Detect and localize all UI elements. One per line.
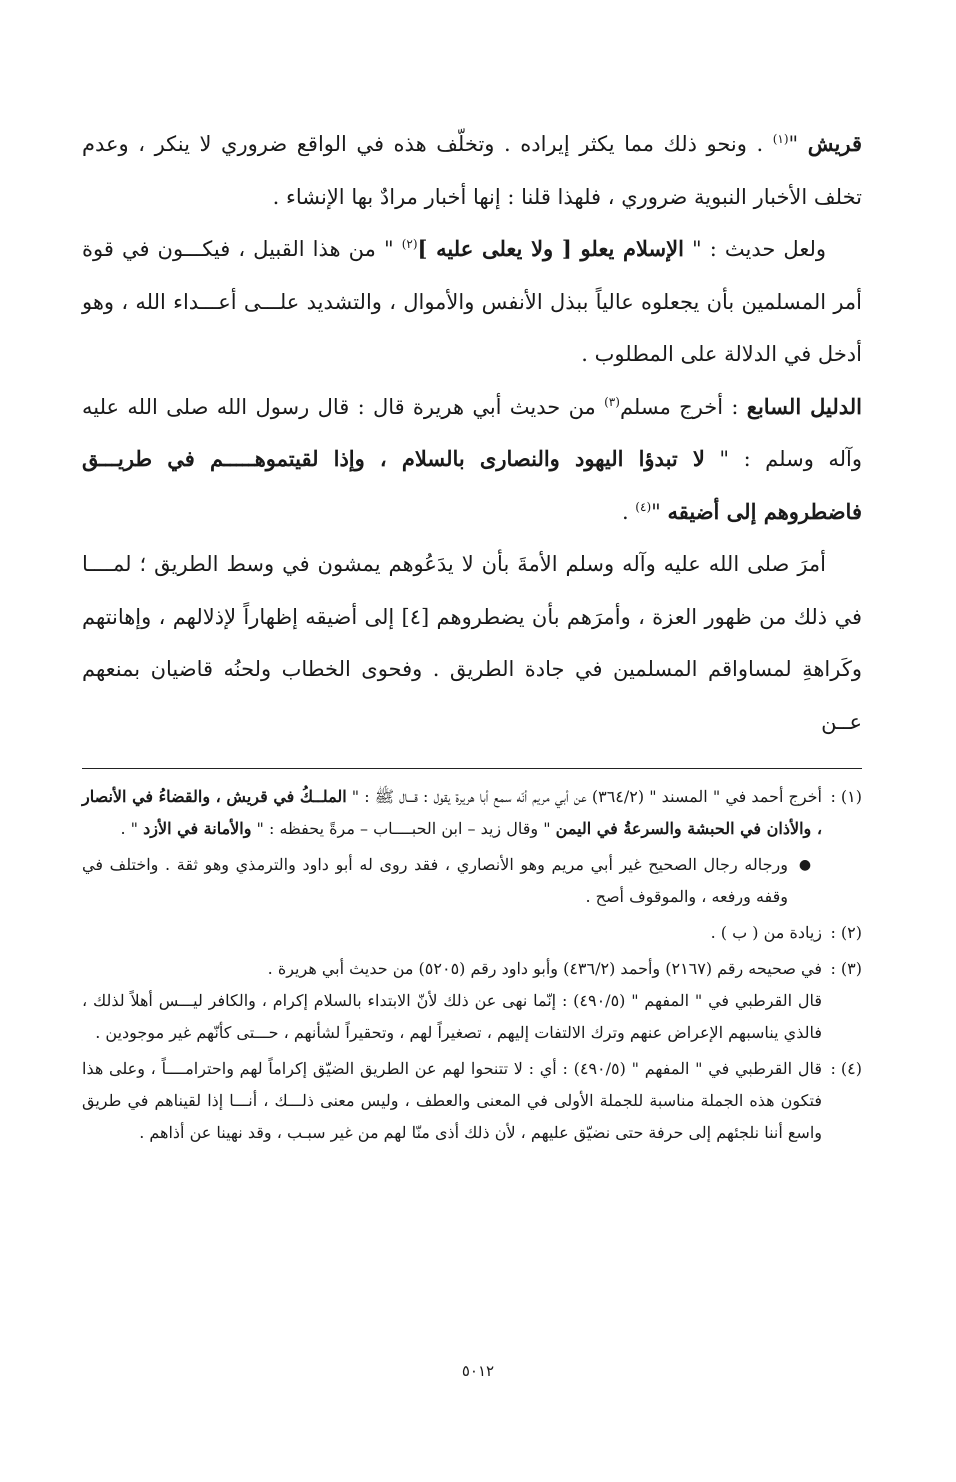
footnote-commentary: قال القرطبي في " المفهم " (٤٩٠/٥) : إنّما نهى عن ذلك لأنّ الابتداء بالسلام إكرام ، والكافر ليـــس أهلاً لذلك ، فالذي يناسبهم الإعراض عنهم وترك الالتفات إليهم ، تصغيراً لهم ، وتحقيراً لشأنهم ، حـــتى كأنّهم غير موجودين . [82,991,822,1042]
footnote-ref-2: (٢) [401,237,418,251]
hadith-quote: الإسلام يعلو [ ولا يعلى عليه ] [417,236,684,261]
footnote-separator [82,768,862,769]
footnote-4 [82,1053,862,1149]
footnote-ref-4: (٤) [635,499,652,514]
bold-lead: قريش [807,131,862,156]
text-run: " [651,499,668,524]
paragraph-3 [82,381,862,539]
page-number: ٥٠١٢ [461,1362,495,1380]
section-heading: الدليل السابع [746,393,862,419]
hadith-quote: لا تبدؤا اليهود والنصارى بالسلام ، وإذا لقيتموهـــــم في طريـــق فاضطروهم إلى أضيقه [82,446,862,524]
text-run: أخرج أحمد في " المسند " (٣٦٤/٢) عن أبي مريم أنّه سمع أبا هريرة يقول : قـــال ﷺ : " [346,787,822,806]
footnote-1-bullet [82,849,862,913]
hadith-quote: والأمانة في الأزد [143,819,252,838]
bullet-text: ورجاله رجال الصحيح غير أبي مريم وهو الأنصاري ، فقد روى له أبو داود والترمذي وهو ثقة . واختلف في وقفه ورفعه ، والموقوف أصح . [82,855,788,906]
text-run: " . [120,819,144,838]
footnote-text: في صحيحه رقم (٢١٦٧) وأحمد (٤٣٦/٢) وأبو داود رقم (٥٢٠٥) من حديث أبي هريرة . [267,959,822,978]
text-run: . ونحو ذلك مما يكثر إيراده . وتخلّف هذه في الواقع ضروري لا ينكر ، وعدم تخلف الأخبار النبوية ضروري ، فلهذا قلنا : إنها أخبار مرادٌ بها الإنشاء . [82,132,862,209]
text-run: ولعل حديث : " [683,237,826,261]
footnote-1 [82,781,862,845]
paragraph-4: أمرَ صلى الله عليه وآله وسلم الأمةَ بأن لا يدَعُوهم يمشون في وسط الطريق ؛ لمــــا في ذلك من ظهور العزة ، وأمرَهم بأن يضطروهم [٤] إلى أضيقه إظهاراً لإذلالهم ، وإهانتهم وكَراهةِ لمساواقم المسلمين في جادة الطريق . وفحوى الخطاب ولحنُه قاضيان بمنعهم عــن [82,552,863,734]
footnote-ref-1: (١) [772,132,789,146]
footnote-number: (٢) : [830,923,862,942]
text-run: " وقال زيد – ابن الحبــــاب – مرةً يحفظه : " [251,819,556,838]
footnote-text [82,781,822,845]
text-run: : أخرج مسلم [619,394,747,419]
text-run: " [788,132,808,156]
text-run: من حديث أبي هريرة قال : قال رسول الله صلى الله عليه وآله وسلم : " [82,394,862,471]
footnote-text: قال القرطبي في " المفهم " (٤٩٠/٥) : أي : لا تتنحوا لهم عن الطريق الضيّق إكراماً لهم واحترامــــاً ، وعلى هذا فتكون هذه الجملة مناسبة للجملة الأولى في المعنى والعطف ، وليس معنى ذلـــك ، أنـــا إذا لقيناهم في طريق واسع أننا نلجئهم إلى حرفة حتى نضيّق عليهم ، لأن ذلك أذى منّا لهم من غير سبـب ، وقد نهينا عن أذاهم . [82,1059,822,1142]
paragraph-2 [82,223,862,381]
footnote-text: زيادة من ( ب ) . [710,923,822,942]
document-page [82,118,862,1149]
text-run: " من هذا القبيل ، فيكـــون في قوة أمر المسلمين بأن يجعلوه عالياً ببذل الأنفس والأموال ، والتشديد علـــى أعـــداء الله ، وهو أدخل في الدلالة على المطلوب . [82,237,862,366]
footnote-number: (٤) : [830,1059,862,1078]
footnotes [82,781,862,1149]
footnote-ref-3: (٣) [604,394,620,409]
hadith-quote: الملــكُ في قريش ، والقضاءُ في الأنصار ، والأذان في الحبشة والسرعةُ في اليمن [82,787,822,838]
text-run: . [621,499,636,524]
footnote-number: (٣) : [830,959,862,978]
footnote-2 [82,917,862,949]
footnote-number: (١) : [830,787,862,806]
footnote-body [82,953,822,1049]
bullet-icon: ● [798,857,812,873]
footnote-3 [82,953,862,1049]
main-text [82,118,862,748]
paragraph-1 [82,118,862,223]
footnote-body [82,781,822,845]
